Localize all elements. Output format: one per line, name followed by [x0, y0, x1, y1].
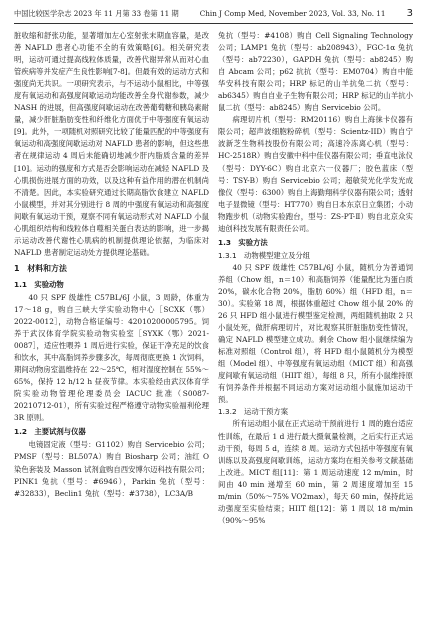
subsection-heading: 1.1 实验动物 — [14, 279, 64, 289]
paragraph: 病理切片机（型号：RM20116）购自上海徕卡仪器有限公司；超声波细胞粉碎机（型号：Scientz-IID）购自宁波新芝生物科技股份有限公司；高速冷冻离心机（型号：HC-2518R）购自安徽中科中佳仪器有限公司；垂直电泳仪（型号：DYY-6C）购自北京六一仪器厂；胶色蓝床（型号：TSY-B）购自 Servicebio 公司；超敏荧光化学发光成像仪（型号：6300）购自上海勤翔科学仪器有限公司；透射电子显微镜（型号：HT770）购自日本东京日立集团；小动物跑步机（动物实验跑台，型号：ZS-PT-Ⅱ）购自北京众实迪创科技发展有限责任公司。 — [218, 115, 413, 233]
paragraph: 所有运动组小鼠在正式运动干预前进行 1 周的跑台适应性训练，在最后 1 d 进行最大摄氧量检测，之后实行正式运动干预，每周 5 d，连续 8 周。运动方式包括中等强度有氧训练以及高强度间歇训练，运动方案均在相关参考文献基础上改进。MICT 组[11]：第 1 周运动速度 12 m/min，时间由 40 min 递增至 60 min，第 2 周速度增加至 15 m/min（50%～75% VO2max），每天 60 min，保持此运动强度至实验结束；HIIT 组[12]：第 1 周以 18 m/min（90%～95% — [218, 419, 413, 525]
paragraph: 40 只 SPF 级雄性 C57BL/6J 小鼠，3 周龄，体重为 17～18 g，购自三峡大学实验动物中心［SCXK（鄂）2022-0012］，动物合格证编号：42010200005795。饲养于武汉体育学院实验动物实验室［SYXK（鄂）2021-0087］，适应性喂养 1 周后进行实验，保证干净充足的饮食和饮水，其中高脂饲养步骤多次，每周彻底更换 1 次饲料，期间动物房室温维持在 22～25℃，相对湿度控制在 55%～65%，保持 12 h/12 h 昼夜节律。本实验经由武汉体育学院实验动物管理伦理委员会 IACUC 批准（S0087-20210712-01），所有实验过程严格遵守动物实验福利伦理 3R 原则。 — [14, 292, 209, 423]
subsubsection-heading: 1.3.1 动物模型建立及分组 — [218, 250, 311, 260]
subsection-heading: 1.3 实验方法 — [218, 237, 268, 247]
journal-citation: Chin J Comp Med, November 2023, Vol. 33, No. 11 — [199, 9, 386, 18]
left-column — [14, 30, 209, 500]
subsubsection-heading: 1.3.2 运动干预方案 — [218, 407, 289, 417]
page-number: 3 — [406, 8, 413, 19]
paragraph: 脏收缩和舒张功能，显著增加左心室射张末期血容量，是改善 NAFLD 患者心功能不全的有效策略[6]。相关研究表明，运动可通过提高线粒体质量，改善代谢异常从而对心血管疾病等并发症产生良性影响[7-8]。但最有效的运动方式和强度尚无共识。一项研究表示，与不运动小鼠相比，中等强度有氧运动和高强度间歇运动均能改善全身代谢参数，减少 NASH 的进展，但高强度间歇运动在改善葡萄糖和胰岛素耐量，减少肝脏脂肪变性和纤维化方面优于中等强度有氧运动[9]。此外，一项随机对照研究比较了能量匹配的中等强度有氧运动和高强度间歇运动对 NAFLD 患者的影响，但这些患者在规律运动 4 周后未能确切地减少肝内脂质含量的差异[10]。运动的强度和方式是否会影响运动在减轻 NAFLD 及心肌损伤进展方面的功效，以及这种有益作用的潜在机制尚不清楚。因此，本实验研究通过长期高脂饮食建立 NAFLD 小鼠模型，并对其分别进行 8 周的中强度有氧运动和高强度间歇有氧运动干预，观察不同有氧运动形式对 NAFLD 小鼠心肌组织结构和线粒体自噬相关蛋白表达的影响，进一步揭示运动改善代谢性心肌病的机制提供理论依据，为临床对 NAFLD 患者制定运动处方提供理论基础。 — [14, 31, 209, 257]
subsection-heading: 1.2 主要试剂与仪器 — [14, 427, 86, 437]
paragraph: 电镜固定液（型号：G1102）购自 Servicebio 公司；PMSF（型号：BL507A）购自 Biosharp 公司；油红 O 染色套装及 Masson 试剂盒购自西安博尔迈科技有限公司；PINK1 兔抗（型号：#6946），Parkin 兔抗（型号：#32833），Beclin1 兔抗（型号：#3738），LC3A/B — [14, 440, 209, 498]
paragraph: 40 只 SPF 级雄性 C57BL/6J 小鼠，随机分为普通饲养组（Chow 组，n＝10）和高脂饲养（能量配比为蛋白质 20%，碳水化合物 20%，脂肪 60%）组（HFD 组，n＝30）。实验第 18 周，根据体重超过 Chow 组小鼠 20% 的 26 只 HFD 组小鼠进行模型鉴定检测，两组随机抽取 2 只小鼠处死，做肝病理切片，对比观察其肝脏脂肪变性情况，确定 NAFLD 模型建立成功。剩余 Chow 组小鼠继续编为标准对照组（Control 组），将 HFD 组小鼠随机分为模型组（Model 组）、中等强度有氧运动组（MICT 组）和高强度间歇有氧运动组（HIIT 组），每组 8 只，所有小鼠维持原有饲养条件并根据不同运动方案对运动组小鼠施加运动干预。 — [218, 262, 413, 405]
journal-title: 中国比较医学杂志 2023 年 11 月第 33 卷第 11 期 — [14, 9, 179, 18]
running-header — [14, 6, 413, 22]
section-heading: 1 材料和方法 — [14, 263, 67, 273]
paragraph: 兔抗（型号：#4108）购自 Cell Signaling Technology 公司；LAMP1 兔抗（型号：ab208943），FGC-1α 兔抗（型号：ab72230），GAPDH 兔抗（型号：ab8245）购自 Abcam 公司；p62 抗抗（型号：EM0704）购自中能华安科技有限公司；HRP 标记的山羊抗兔二抗（型号：ab6345）购自自业子生物有限公司；HRP 标记的山羊抗小鼠二抗（型号：ab8245）购自 Servicebio 公司。 — [218, 31, 413, 113]
right-column — [218, 30, 413, 527]
header-rule — [14, 23, 413, 24]
